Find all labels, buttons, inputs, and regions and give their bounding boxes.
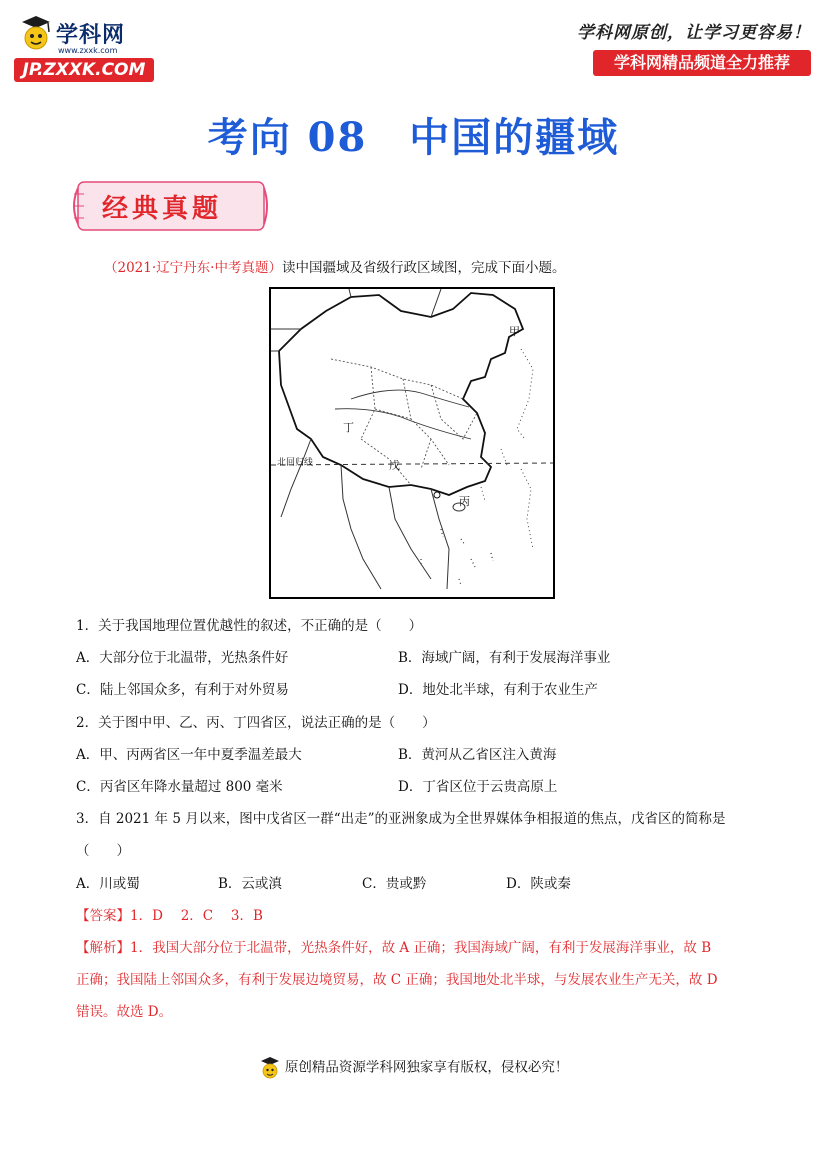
analysis-line-3: 错误。故选 D。	[76, 1004, 173, 1020]
analysis-label: 【解析】	[76, 940, 130, 956]
q3-option-a: A．川或蜀	[76, 876, 140, 892]
q1-option-a: A．大部分位于北温带，光热条件好	[76, 650, 289, 666]
brand-url: www.zxxk.com	[58, 46, 118, 55]
section-tag-label: 经典真题	[102, 194, 223, 224]
channel-badge[interactable]: 学科网精品频道全力推荐	[593, 50, 811, 76]
footer-copyright: 原创精品资源学科网独家享有版权，侵权必究！	[284, 1059, 569, 1076]
source-citation: （2021·辽宁丹东·中考真题）	[104, 260, 282, 276]
analysis-line-2: 正确；我国陆上邻国众多，有利于发展边境贸易，故 C 正确；我国地处北半球，与发展农业生产无关，故 D	[76, 972, 718, 988]
answer-line	[76, 906, 263, 926]
slogan: 学科网原创，让学习更容易！	[577, 23, 811, 43]
q1-option-b: B．海域广阔，有利于发展海洋事业	[398, 650, 611, 666]
china-territory-map	[269, 287, 555, 599]
section-tag	[70, 176, 270, 236]
label-ding: 丁	[343, 421, 354, 434]
q1-option-c: C．陆上邻国众多，有利于对外贸易	[76, 682, 289, 698]
q2-option-a: A．甲、丙两省区一年中夏季温差最大	[76, 747, 302, 763]
analysis-line-1	[76, 938, 711, 958]
q2-option-c: C．丙省区年降水量超过 800 毫米	[76, 779, 283, 795]
site-logo[interactable]	[14, 12, 164, 82]
q1-option-d: D．地处北半球，有利于农业生产	[398, 682, 598, 698]
q3-option-d: D．陕或秦	[506, 876, 571, 892]
answer-label: 【答案】	[76, 908, 130, 924]
question-intro	[104, 258, 565, 278]
footer	[0, 1055, 827, 1081]
brand-name: 学科网	[56, 23, 126, 48]
q2-option-b: B．黄河从乙省区注入黄海	[398, 747, 557, 763]
analysis-text-1: 1．我国大部分位于北温带，光热条件好，故 A 正确；我国海域广阔，有利于发展海洋事业，故 B	[130, 940, 712, 956]
q3-option-b: B．云或滇	[218, 876, 282, 892]
intro-text: 读中国疆域及省级行政区域图，完成下面小题。	[281, 260, 566, 276]
label-bing: 丙	[459, 495, 470, 508]
question-1-stem: 1．关于我国地理位置优越性的叙述，不正确的是（ ）	[76, 618, 423, 634]
map-drawing	[271, 289, 553, 597]
question-3-stem: 3．自 2021 年 5 月以来，图中戊省区一群“出走”的亚洲象成为全世界媒体争相报道的焦点，戊省区的简称是	[76, 811, 726, 827]
label-wu: 戊	[389, 459, 400, 472]
q2-option-d: D．丁省区位于云贵高原上	[398, 779, 558, 795]
question-2-stem: 2．关于图中甲、乙、丙、丁四省区，说法正确的是（ ）	[76, 715, 436, 731]
mascot-icon	[259, 1055, 281, 1081]
site-badge[interactable]: JP.ZXXK.COM	[14, 58, 154, 82]
answer-text: 1．D 2．C 3．B	[130, 908, 263, 924]
label-jia: 甲	[509, 325, 520, 338]
q3-option-c: C．贵或黔	[362, 876, 427, 892]
question-3-stem-cont: （ ）	[76, 843, 130, 859]
page-title: 考向 08 中国的疆域	[207, 114, 620, 161]
mascot-icon	[18, 14, 54, 54]
label-tropic: 北回归线	[277, 458, 314, 468]
